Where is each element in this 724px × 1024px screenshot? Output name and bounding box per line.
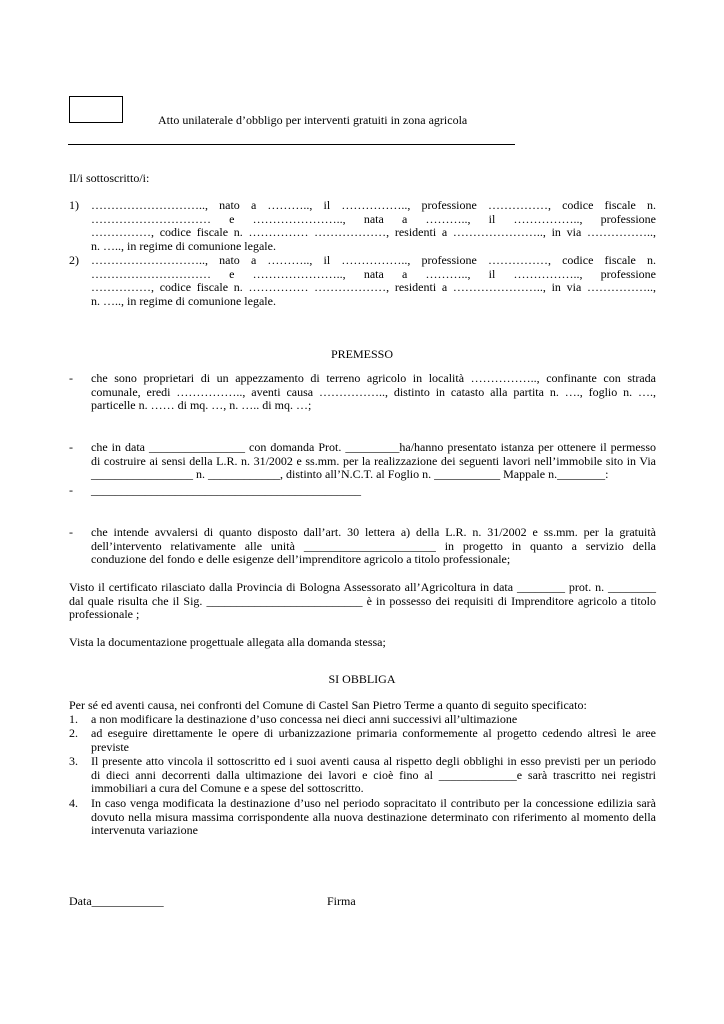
obbligo-line: Il presente atto vincola il sottoscritto ed i suoi aventi causa al rispetto degli obblighi in esso previsti per un periodo (91, 754, 656, 768)
signatory-line: ………………………… e ………………….., nata a ……….., il …………….., professione (91, 211, 656, 226)
premesso-line: che intende avvalersi di quanto disposto dall’art. 30 lettera a) della L.R. n. 31/2002 e ss.mm. per la gratuità (91, 525, 656, 539)
paragraph-line: dal quale risulta che il Sig. __________________________ è in possesso dei requisiti di Imprenditore agricolo a titolo (69, 593, 656, 608)
premesso-line: _____________________________________________ (91, 483, 361, 497)
list-marker: 3. (69, 754, 78, 768)
obbligo-line: di dieci anni decorrenti dalla ultimazione dei lavori e cioè fino al _____________e sarà trascritto nei registri (91, 767, 656, 782)
list-marker: - (69, 440, 73, 454)
obbligo-line: intervenuta variazione (91, 823, 198, 838)
stamp-box (69, 96, 123, 123)
list-marker: 2) (69, 253, 79, 267)
signatory-line: ……………………….., nato a ……….., il …………….., professione ……………, codice fiscale n. (91, 253, 656, 267)
premesso-line: conduzione del fondo e delle esigenze dell’imprenditore agricolo a titolo professionale; (91, 552, 511, 567)
signatory-line: ……………, codice fiscale n. …………… ………………, residenti a ………………….., in via …………….., (91, 280, 656, 295)
list-marker: 4. (69, 796, 78, 810)
obbligo-line: ad eseguire direttamente le opere di urbanizzazione primaria conformemente al progetto cedendo altresì le aree (91, 726, 656, 740)
premesso-line: che in data ________________ con domanda Prot. _________ha/hanno presentato istanza per ottenere il permesso (91, 440, 656, 454)
paragraph-line: professionale ; (69, 607, 140, 622)
list-marker: 1) (69, 198, 79, 212)
list-marker: - (69, 371, 73, 385)
list-marker: - (69, 525, 73, 539)
paragraph-line: Visto il certificato rilasciato dalla Provincia di Bologna Assessorato all’Agricoltura in data ________ prot. n. ________ (69, 580, 656, 594)
signatory-line: ……………………….., nato a ……….., il …………….., professione ……………, codice fiscale n. (91, 198, 656, 212)
list-marker: 2. (69, 726, 78, 740)
si-obbliga-intro: Per sé ed aventi causa, nei confronti del Comune di Castel San Pietro Terme a quanto di seguito specificato: (69, 698, 587, 712)
premesso-line: dell’intervento relativamente alle unità ______________________ in progetto in quanto a servizio della (91, 538, 656, 553)
intro-text: Il/i sottoscritto/i: (69, 171, 150, 185)
signatory-line: ………………………… e ………………….., nata a ……….., il …………….., professione (91, 266, 656, 281)
obbligo-line: In caso venga modificata la destinazione d’uso nel periodo sopracitato il contributo per la concessione edilizia sarà (91, 796, 656, 810)
signature-label: Firma (327, 894, 356, 908)
signatory-line: n. ….., in regime di comunione legale. (91, 238, 276, 253)
premesso-line: di costruire ai sensi della L.R. n. 31/2002 e ss.mm. per la realizzazione dei seguenti lavori nell’immobile sito in Via (91, 453, 656, 468)
title-underline (68, 144, 515, 145)
si-obbliga-heading: SI OBBLIGA (328, 672, 396, 686)
premesso-line: particelle n. …… di mq. …, n. ….. di mq. …; (91, 398, 312, 413)
date-field: Data____________ (69, 894, 164, 908)
premesso-line: comunale, eredi …………….., aventi causa …………….., distinto in catasto alla partita n. …., foglio n. …., (91, 384, 656, 399)
premesso-line: che sono proprietari di un appezzamento di terreno agricolo in località …………….., confinante con strada (91, 371, 656, 385)
premesso-line: _________________ n. ____________, distinto all’N.C.T. al Foglio n. ___________ Mappale n.________: (91, 467, 609, 482)
document-title: Atto unilaterale d’obbligo per interventi gratuiti in zona agricola (158, 113, 468, 127)
list-marker: 1. (69, 712, 78, 726)
obbligo-line: a non modificare la destinazione d’uso concessa nei dieci anni successivi all’ultimazione (91, 712, 518, 726)
signatory-line: ……………, codice fiscale n. …………… ………………, residenti a ………………….., in via …………….., (91, 225, 656, 240)
premesso-heading: PREMESSO (330, 347, 394, 361)
signatory-line: n. ….., in regime di comunione legale. (91, 293, 276, 308)
vista-documentazione: Vista la documentazione progettuale allegata alla domanda stessa; (69, 635, 386, 649)
obbligo-line: dovuto nella misura massima corrispondente alla nuova destinazione determinato con riferimento al momento della (91, 809, 656, 824)
visto-certificato (69, 581, 656, 622)
obbligo-line: previste (91, 739, 129, 754)
list-marker: - (69, 483, 73, 497)
obbligo-line: immobiliari a cura del Comune e a spese del sottoscritto. (91, 781, 364, 796)
